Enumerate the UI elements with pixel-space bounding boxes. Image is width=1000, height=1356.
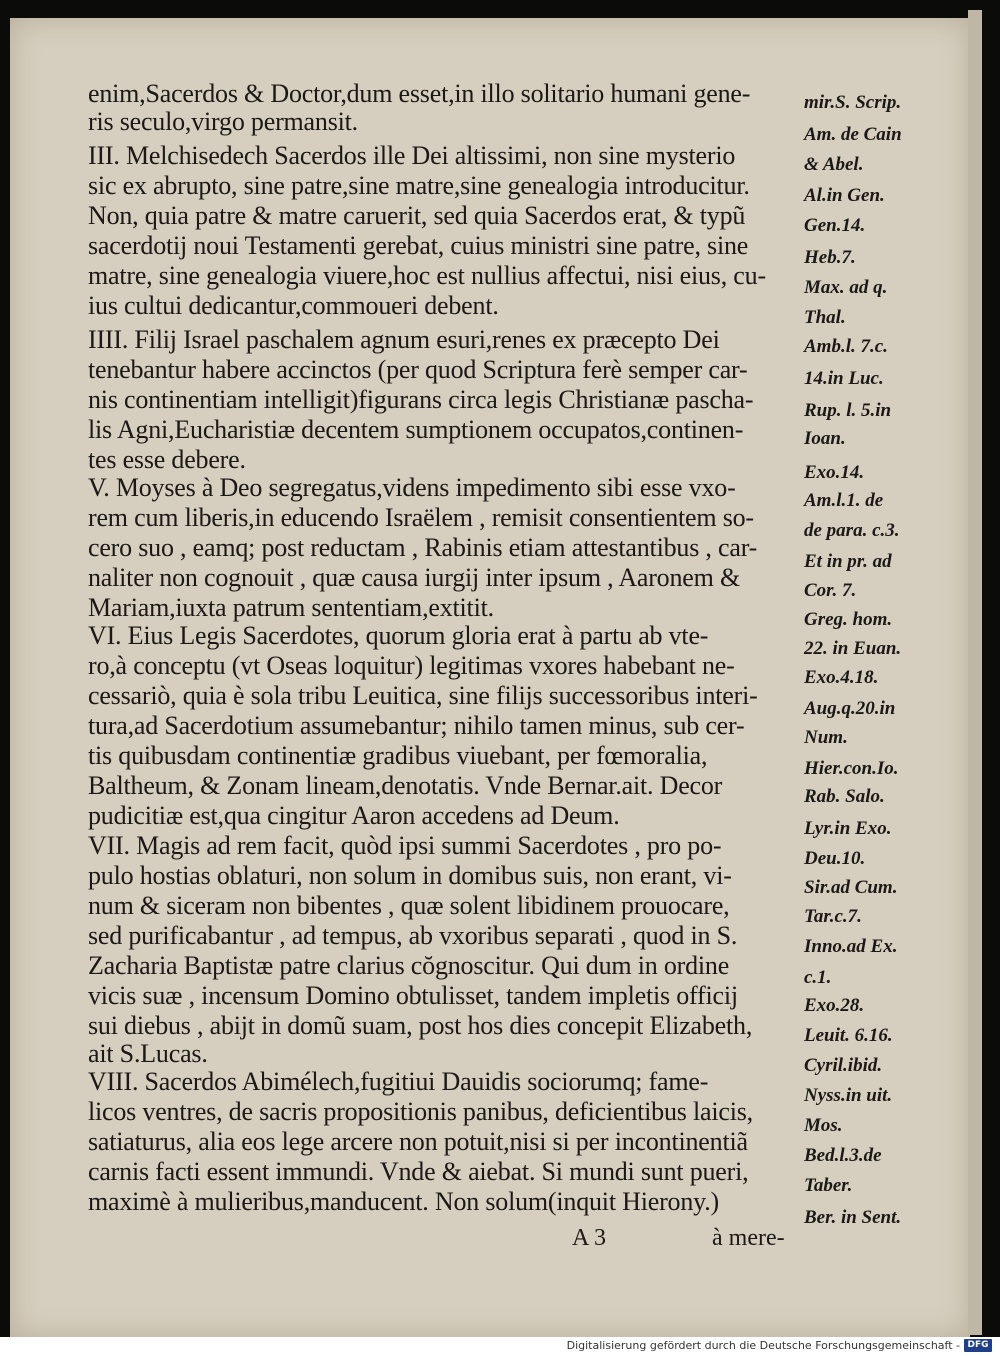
text-line: tes esse debere. — [88, 445, 246, 474]
signature-mark: A 3 — [572, 1225, 607, 1251]
text-line: tura,ad Sacerdotium assumebantur; nihilo tamen minus, sub cer- — [88, 711, 745, 740]
text-line: licos ventres, de sacris propositionis panibus, deficientibus laicis, — [88, 1097, 753, 1126]
margin-note: Tar.c.7. — [804, 906, 862, 927]
text-line: Baltheum, & Zonam lineam,denotatis. Vnde Bernar.ait. Decor — [88, 771, 723, 800]
text-line: sacerdotij noui Testamenti gerebat, cuius ministri sine patre, sine — [88, 231, 749, 260]
margin-note: Ioan. — [804, 428, 846, 449]
margin-note: Taber. — [804, 1175, 853, 1196]
text-line: VIII. Sacerdos Abimélech,fugitiui Dauidis sociorumq; fame- — [88, 1067, 709, 1096]
margin-note: 14.in Luc. — [804, 368, 884, 389]
margin-note: Deu.10. — [804, 848, 866, 869]
margin-note: Mos. — [804, 1115, 843, 1136]
text-line: pulo hostias oblaturi, non solum in domibus suis, non erant, vi- — [88, 861, 732, 890]
margin-note: Max. ad q. — [804, 277, 888, 298]
margin-note: Al.in Gen. — [804, 185, 885, 206]
margin-note: Ber. in Sent. — [804, 1207, 902, 1228]
margin-note: Aug.q.20.in — [804, 698, 896, 719]
margin-note: Am. de Cain — [804, 124, 902, 145]
margin-note: Num. — [804, 727, 848, 748]
margin-note: Et in pr. ad — [804, 551, 892, 572]
margin-note: de para. c.3. — [804, 520, 900, 541]
text-line: VI. Eius Legis Sacerdotes, quorum gloria erat à partu ab vte- — [88, 621, 709, 650]
margin-note: Exo.4.18. — [804, 667, 879, 688]
text-line: matre, sine genealogia viuere,hoc est nullius affectui, nisi eius, cu- — [88, 261, 766, 290]
page-edge — [968, 10, 982, 1335]
text-line: ris seculo,virgo permansit. — [88, 107, 358, 136]
text-line: ait S.Lucas. — [88, 1039, 208, 1068]
text-line: maximè à mulieribus,manducent. Non solum(inquit Hierony.) — [88, 1187, 720, 1216]
catchword: à mere- — [712, 1225, 785, 1251]
text-line: enim,Sacerdos & Doctor,dum esset,in illo solitario humani gene- — [88, 79, 751, 108]
margin-note: Am.l.1. de — [804, 490, 884, 511]
margin-note: c.1. — [804, 967, 832, 988]
text-line: satiaturus, alia eos lege arcere non potuit,nisi si per incontinentiã — [88, 1127, 748, 1156]
margin-note: mir.S. Scrip. — [804, 92, 902, 113]
text-line: tenebantur habere accinctos (per quod Scriptura ferè semper car- — [88, 355, 748, 384]
margin-note: Bed.l.3.de — [804, 1145, 882, 1166]
margin-note: & Abel. — [804, 154, 864, 175]
margin-note: Heb.7. — [804, 247, 856, 268]
funding-credit: Digitalisierung gefördert durch die Deutsche Forschungsgemeinschaft - — [566, 1339, 960, 1352]
text-line: V. Moyses à Deo segregatus,videns impedimento sibi esse vxo- — [88, 473, 736, 502]
text-line: carnis facti essent immundi. Vnde & aiebat. Si mundi sunt pueri, — [88, 1157, 749, 1186]
text-line: sui diebus , abijt in domũ suam, post hos dies concepit Elizabeth, — [88, 1011, 753, 1040]
text-line: tis quibusdam continentiæ gradibus viuebant, per fœmoralia, — [88, 741, 708, 770]
margin-note: Rab. Salo. — [804, 786, 885, 807]
margin-note: Cyril.ibid. — [804, 1055, 883, 1076]
margin-note: Sir.ad Cum. — [804, 877, 898, 898]
margin-note: Amb.l. 7.c. — [804, 336, 888, 357]
margin-note: Lyr.in Exo. — [804, 818, 892, 839]
text-line: Mariam,iuxta patrum sententiam,extitit. — [88, 593, 494, 622]
margin-note: Greg. hom. — [804, 609, 893, 630]
text-line: cessariò, quia è sola tribu Leuitica, sine filijs successoribus interi- — [88, 681, 758, 710]
text-line: III. Melchisedech Sacerdos ille Dei altissimi, non sine mysterio — [88, 141, 736, 170]
text-line: pudicitiæ est,qua cingitur Aaron accedens ad Deum. — [88, 801, 620, 830]
margin-note: Gen.14. — [804, 215, 866, 236]
text-line: VII. Magis ad rem facit, quòd ipsi summi Sacerdotes , pro po- — [88, 831, 722, 860]
text-line: sed purificabantur , ad tempus, ab vxoribus separati , quod in S. — [88, 921, 738, 950]
margin-note: Nyss.in uit. — [804, 1085, 893, 1106]
text-line: Zacharia Baptistæ patre clarius cŏgnoscitur. Qui dum in ordine — [88, 951, 730, 980]
text-line: sic ex abrupto, sine patre,sine matre,sine genealogia introducitur. — [88, 171, 750, 200]
digitization-footer — [0, 1337, 1000, 1356]
text-line: ro,à conceptu (vt Oseas loquitur) legitimas vxores habebant ne- — [88, 651, 735, 680]
dfg-logo-icon: DFG — [964, 1339, 992, 1352]
text-line: rem cum liberis,in educendo Israëlem , remisit consentientem so- — [88, 503, 754, 532]
text-line: ius cultui dedicantur,commoueri debent. — [88, 291, 499, 320]
margin-note: Leuit. 6.16. — [804, 1025, 893, 1046]
margin-note: Cor. 7. — [804, 580, 857, 601]
text-line: vicis suæ , incensum Domino obtulisset, tandem impletis officij — [88, 981, 738, 1010]
margin-note: Thal. — [804, 307, 846, 328]
text-line: naliter non cognouit , quæ causa iurgij inter ipsum , Aaronem & — [88, 563, 740, 592]
margin-note: Exo.14. — [804, 462, 865, 483]
text-line: IIII. Filij Israel paschalem agnum esuri,renes ex præcepto Dei — [88, 325, 720, 354]
margin-note: Hier.con.Io. — [804, 758, 899, 779]
text-line: cero suo , eamq; post reductam , Rabinis etiam attestantibus , car- — [88, 533, 758, 562]
margin-note: 22. in Euan. — [804, 638, 902, 659]
text-line: num & siceram non bibentes , quæ solent libidinem prouocare, — [88, 891, 730, 920]
text-line: Non, quia patre & matre caruerit, sed quia Sacerdos erat, & typũ — [88, 201, 746, 230]
margin-note: Exo.28. — [804, 995, 865, 1016]
text-line: nis continentiam intelligit)figurans circa legis Christianæ pascha- — [88, 385, 754, 414]
text-line: lis Agni,Eucharistiæ decentem sumptionem occupatos,continen- — [88, 415, 744, 444]
margin-note: Rup. l. 5.in — [804, 400, 892, 421]
margin-note: Inno.ad Ex. — [804, 936, 898, 957]
